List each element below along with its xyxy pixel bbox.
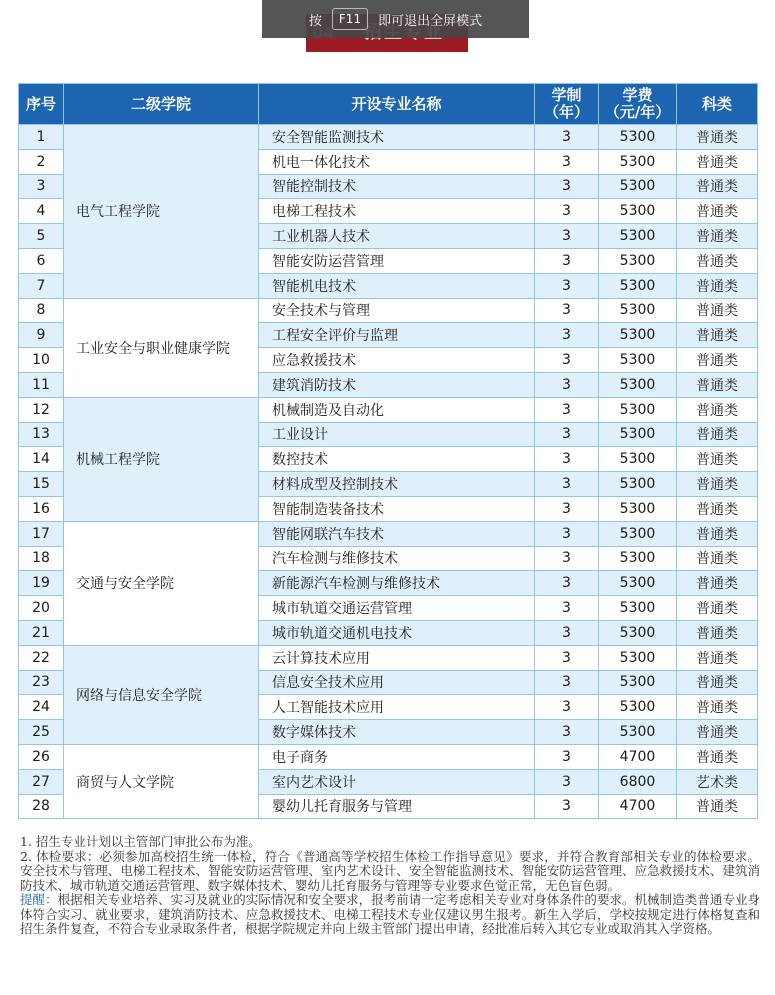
table-body (19, 125, 758, 819)
majors-table (18, 83, 758, 819)
tip-prefix: 按 (308, 13, 322, 29)
cell-years: 3 (535, 521, 599, 546)
cell-major: 建筑消防技术 (259, 372, 535, 397)
cell-fee: 5300 (599, 447, 677, 472)
cell-major: 汽车检测与维修技术 (259, 546, 535, 571)
cell-fee: 5300 (599, 695, 677, 720)
cell-category: 普通类 (677, 125, 758, 150)
cell-index: 4 (19, 199, 64, 224)
cell-major: 应急救援技术 (259, 348, 535, 373)
cell-major: 信息安全技术应用 (259, 670, 535, 695)
cell-category: 普通类 (677, 273, 758, 298)
cell-major: 工业机器人技术 (259, 224, 535, 249)
cell-category: 普通类 (677, 546, 758, 571)
cell-category: 普通类 (677, 447, 758, 472)
cell-major: 工程安全评价与监理 (259, 323, 535, 348)
cell-major: 智能控制技术 (259, 174, 535, 199)
cell-fee: 5300 (599, 720, 677, 745)
cell-fee: 5300 (599, 323, 677, 348)
cell-index: 18 (19, 546, 64, 571)
table-row (19, 397, 758, 422)
cell-years: 3 (535, 769, 599, 794)
cell-fee: 5300 (599, 224, 677, 249)
cell-major: 云计算技术应用 (259, 645, 535, 670)
note-hint (20, 893, 760, 937)
cell-fee: 5300 (599, 645, 677, 670)
cell-index: 28 (19, 794, 64, 819)
cell-fee: 5300 (599, 620, 677, 645)
cell-category: 普通类 (677, 199, 758, 224)
cell-major: 安全智能监测技术 (259, 125, 535, 150)
header-years: 学制 （年） (535, 84, 599, 125)
cell-major: 人工智能技术应用 (259, 695, 535, 720)
cell-years: 3 (535, 273, 599, 298)
cell-fee: 5300 (599, 372, 677, 397)
cell-years: 3 (535, 397, 599, 422)
cell-category: 普通类 (677, 397, 758, 422)
cell-years: 3 (535, 149, 599, 174)
cell-major: 城市轨道交通机电技术 (259, 620, 535, 645)
cell-fee: 5300 (599, 125, 677, 150)
cell-years: 3 (535, 620, 599, 645)
cell-major: 电梯工程技术 (259, 199, 535, 224)
cell-category: 艺术类 (677, 769, 758, 794)
cell-college: 商贸与人文学院 (64, 744, 259, 818)
table-row (19, 298, 758, 323)
cell-years: 3 (535, 422, 599, 447)
cell-years: 3 (535, 695, 599, 720)
cell-category: 普通类 (677, 521, 758, 546)
cell-category: 普通类 (677, 645, 758, 670)
cell-category: 普通类 (677, 248, 758, 273)
tip-suffix: 即可退出全屏模式 (378, 13, 483, 29)
cell-index: 15 (19, 472, 64, 497)
cell-major: 电子商务 (259, 744, 535, 769)
table-row (19, 645, 758, 670)
cell-index: 9 (19, 323, 64, 348)
cell-fee: 5300 (599, 273, 677, 298)
cell-index: 6 (19, 248, 64, 273)
cell-index: 13 (19, 422, 64, 447)
cell-fee: 5300 (599, 521, 677, 546)
cell-fee: 5300 (599, 596, 677, 621)
cell-category: 普通类 (677, 422, 758, 447)
cell-fee: 5300 (599, 348, 677, 373)
cell-years: 3 (535, 125, 599, 150)
cell-index: 12 (19, 397, 64, 422)
cell-years: 3 (535, 323, 599, 348)
cell-index: 19 (19, 571, 64, 596)
cell-index: 7 (19, 273, 64, 298)
cell-fee: 4700 (599, 794, 677, 819)
cell-index: 11 (19, 372, 64, 397)
cell-fee: 4700 (599, 744, 677, 769)
f11-key: F11 (332, 8, 368, 30)
cell-category: 普通类 (677, 149, 758, 174)
cell-fee: 5300 (599, 397, 677, 422)
header-major: 开设专业名称 (259, 84, 535, 125)
note-2: 2. 体检要求：必须参加高校招生统一体检，符合《普通高等学校招生体检工作指导意见》要求，并符合教育部相关专业的体检要求。安全技术与管理、电梯工程技术、智能安防运营管理、室内艺术设计、安全智能监测技术、智能安防运营管理、应急救援技术、建筑消防技术、城市轨道交通运营管理、数字媒体技术、婴幼儿托育服务与管理等专业要求色觉正常，无色盲色弱。 (20, 848, 760, 893)
cell-category: 普通类 (677, 695, 758, 720)
cell-fee: 5300 (599, 422, 677, 447)
cell-years: 3 (535, 472, 599, 497)
cell-fee: 5300 (599, 199, 677, 224)
cell-major: 数控技术 (259, 447, 535, 472)
hint-text: 根据相关专业培养、实习及就业的实际情况和安全要求，报考前请一定考虑相关专业对身体条件的要求。机械制造类普通专业身体符合实习、就业要求，建筑消防技术、应急救援技术、电梯工程技术专业仅建议男生报考。新生入学后，学校按规定进行体格复查和招生条件复查，不符合专业录取条件者，根据学院规定并向上级主管部门提出申请，经批准后转入其它专业或取消其入学资格。 (20, 892, 760, 936)
cell-index: 21 (19, 620, 64, 645)
cell-category: 普通类 (677, 571, 758, 596)
note-1: 1. 招生专业计划以主管部门审批公布为准。 (20, 834, 261, 849)
table-row (19, 744, 758, 769)
cell-major: 机电一体化技术 (259, 149, 535, 174)
cell-index: 22 (19, 645, 64, 670)
cell-index: 17 (19, 521, 64, 546)
cell-major: 新能源汽车检测与维修技术 (259, 571, 535, 596)
cell-years: 3 (535, 496, 599, 521)
notes-section (20, 835, 760, 937)
cell-fee: 5300 (599, 546, 677, 571)
cell-index: 1 (19, 125, 64, 150)
cell-years: 3 (535, 794, 599, 819)
cell-fee: 5300 (599, 472, 677, 497)
header-category: 科类 (677, 84, 758, 125)
cell-category: 普通类 (677, 174, 758, 199)
cell-years: 3 (535, 447, 599, 472)
cell-category: 普通类 (677, 670, 758, 695)
cell-category: 普通类 (677, 744, 758, 769)
cell-category: 普通类 (677, 323, 758, 348)
cell-college: 网络与信息安全学院 (64, 645, 259, 744)
cell-index: 5 (19, 224, 64, 249)
table-header-row (19, 84, 758, 125)
cell-category: 普通类 (677, 496, 758, 521)
cell-fee: 5300 (599, 149, 677, 174)
cell-category: 普通类 (677, 720, 758, 745)
hint-label: 提醒： (20, 892, 58, 907)
cell-years: 3 (535, 298, 599, 323)
cell-college: 交通与安全学院 (64, 521, 259, 645)
cell-major: 智能制造装备技术 (259, 496, 535, 521)
fullscreen-exit-tip (262, 0, 529, 38)
table-row (19, 521, 758, 546)
cell-major: 数字媒体技术 (259, 720, 535, 745)
cell-years: 3 (535, 224, 599, 249)
cell-category: 普通类 (677, 794, 758, 819)
cell-category: 普通类 (677, 620, 758, 645)
cell-fee: 5300 (599, 298, 677, 323)
cell-index: 26 (19, 744, 64, 769)
cell-category: 普通类 (677, 596, 758, 621)
cell-category: 普通类 (677, 224, 758, 249)
cell-college: 工业安全与职业健康学院 (64, 298, 259, 397)
cell-major: 智能机电技术 (259, 273, 535, 298)
cell-years: 3 (535, 596, 599, 621)
cell-category: 普通类 (677, 472, 758, 497)
cell-fee: 5300 (599, 670, 677, 695)
cell-years: 3 (535, 174, 599, 199)
cell-major: 婴幼儿托育服务与管理 (259, 794, 535, 819)
cell-major: 工业设计 (259, 422, 535, 447)
cell-years: 3 (535, 248, 599, 273)
cell-fee: 5300 (599, 496, 677, 521)
cell-index: 10 (19, 348, 64, 373)
cell-index: 24 (19, 695, 64, 720)
cell-index: 20 (19, 596, 64, 621)
cell-fee: 6800 (599, 769, 677, 794)
cell-index: 27 (19, 769, 64, 794)
cell-major: 机械制造及自动化 (259, 397, 535, 422)
cell-index: 8 (19, 298, 64, 323)
cell-college: 电气工程学院 (64, 125, 259, 299)
cell-fee: 5300 (599, 248, 677, 273)
cell-major: 室内艺术设计 (259, 769, 535, 794)
cell-years: 3 (535, 372, 599, 397)
cell-major: 城市轨道交通运营管理 (259, 596, 535, 621)
header-college: 二级学院 (64, 84, 259, 125)
cell-index: 23 (19, 670, 64, 695)
cell-college: 机械工程学院 (64, 397, 259, 521)
cell-major: 安全技术与管理 (259, 298, 535, 323)
cell-years: 3 (535, 744, 599, 769)
table-row (19, 125, 758, 150)
cell-major: 材料成型及控制技术 (259, 472, 535, 497)
cell-fee: 5300 (599, 571, 677, 596)
cell-years: 3 (535, 546, 599, 571)
cell-index: 14 (19, 447, 64, 472)
cell-years: 3 (535, 571, 599, 596)
header-index: 序号 (19, 84, 64, 125)
cell-years: 3 (535, 645, 599, 670)
cell-category: 普通类 (677, 348, 758, 373)
cell-major: 智能网联汽车技术 (259, 521, 535, 546)
header-fee: 学费 （元/年） (599, 84, 677, 125)
cell-years: 3 (535, 348, 599, 373)
cell-index: 25 (19, 720, 64, 745)
cell-years: 3 (535, 720, 599, 745)
cell-category: 普通类 (677, 372, 758, 397)
cell-major: 智能安防运营管理 (259, 248, 535, 273)
cell-index: 2 (19, 149, 64, 174)
cell-category: 普通类 (677, 298, 758, 323)
cell-years: 3 (535, 199, 599, 224)
cell-years: 3 (535, 670, 599, 695)
cell-index: 16 (19, 496, 64, 521)
cell-fee: 5300 (599, 174, 677, 199)
cell-index: 3 (19, 174, 64, 199)
